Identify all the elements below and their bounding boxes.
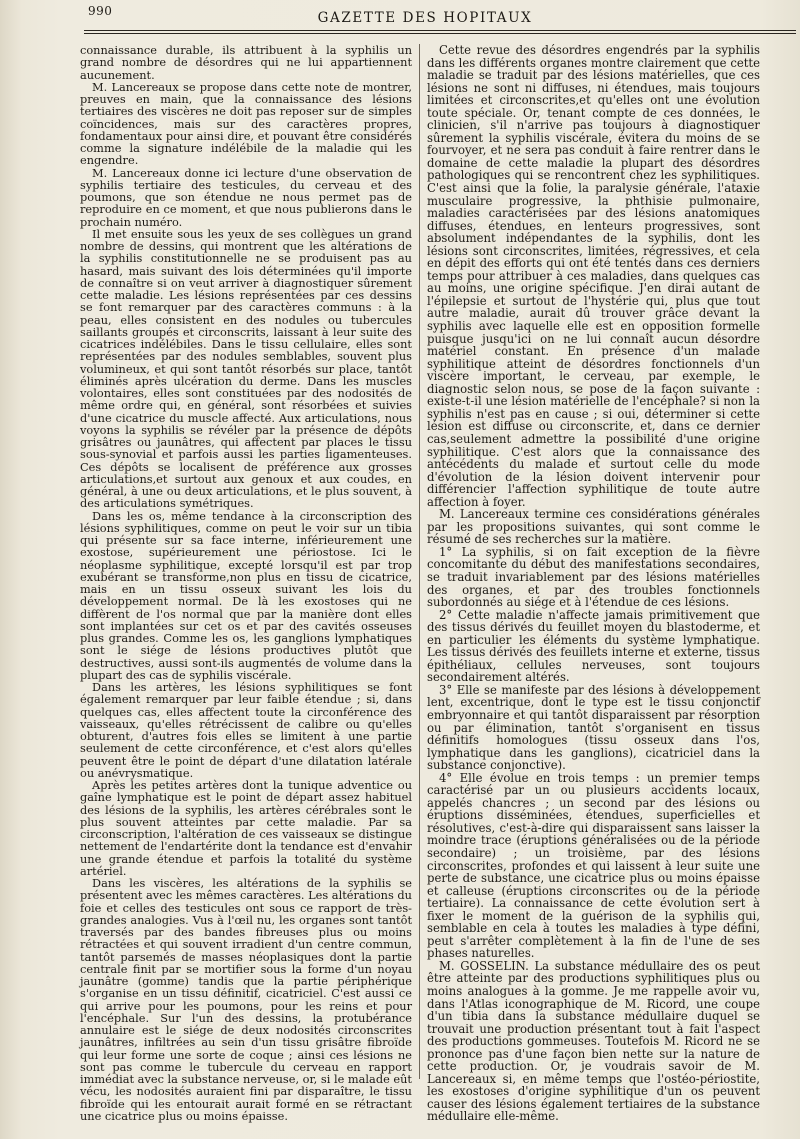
proposition-2: 2° Cette maladie n'affecte jamais primitivement que des tissus dérivés du feuillet moyen du blastoderme, et en particulier les éléments du système lymphatique. Les tissus dérivés des feuillets interne et externe, tissus épithéliaux, cellules nerveuses, sont toujours secondairement altérés.	[427, 607, 760, 685]
paragraph: Dans les os, même tendance à la circonscription des lésions syphilitiques, comme on peut le voir sur un tibia qui présente sur sa face interne, inférieurement une exostose, supérieurement une périostose. Ici le néoplasme syphilitique, excepté lorsqu'il est par trop exubérant se transforme,non plus en tissu de cicatrice, mais en un tissu osseux suivant les lois du développement normal. De là les exostoses qui ne diffèrent de l'os normal que par la manière dont elles sont implantées sur cet os et par des cavités osseuses plus grandes. Comme les os, les ganglions lymphatiques sont le siége de lésions productives plutôt que destructives, aussi sont-ils augmentés de volume dans la plupart des cas de syphilis viscérale.	[80, 508, 412, 682]
paragraph: connaissance durable, ils attribuent à la syphilis un grand nombre de désordres qui ne lui appartiennent aucunement.	[80, 43, 412, 82]
proposition-1: 1° La syphilis, si on fait exception de la fièvre concomitante du début des manifestations secondaires, se traduit invariablement par des lésions matérielles des organes, et par des troubles fonctionnels subordonnés au siége et à l'étendue de ces lésions.	[427, 544, 760, 610]
paragraph-text: La substance médullaire des os peut être atteinte par des productions syphilitiques plus ou moins analogues à la gomme. Je me rappelle avoir vu, dans l'Atlas iconographique de M. Ricord, une coupe d'un tibia dans la substance médullaire duquel se trouvait une production présentant tout à fait l'aspect des productions gommeuses. Toutefois M. Ricord ne se prononce pas d'une façon bien nette sur la nature de cette production. Or, je voudrais savoir de M. Lancereaux si, en même temps que l'ostéo-périostite, les exostoses d'origine syphilitique d'un os peuvent causer des lésions également tertiaires de la substance médullaire elle-même.	[427, 958, 760, 1124]
page-number: 990	[88, 4, 113, 18]
paragraph: M. Lancereaux termine ces considérations générales par les propositions suivantes, qui sont comme le résumé de ses recherches sur la matière.	[427, 507, 760, 547]
paragraph: Dans les viscères, les altérations de la syphilis se présentent avec les mêmes caractères. Les altérations du foie et celles des testicules ont sous ce rapport de très-grandes analogies. Vus à l'œil nu, les organes sont tantôt traversés par des bandes fibreuses plus ou moins rétractées et qui souvent irradient d'un centre commun, tantôt parsemés de masses néoplasiques dont la partie centrale finit par se mortifier sous la forme d'un noyau jaunâtre (gomme) tandis que la partie périphérique s'organise en un tissu définitif, cicatriciel. C'est aussi ce qui arrive pour les poumons, pour les reins et pour l'encéphale. Sur l'un des dessins, la protubérance annulaire est le siége de deux nodosités circonscrites jaunâtres, infiltrées au sein d'un tissu grisâtre fibroïde qui leur forme une sorte de coque ; ainsi ces lésions ne sont pas comme le tubercule du cerveau en rapport immédiat avec la substance nerveuse, or, si le malade eût vécu, les nodosités auraient fini par disparaître, le tissu fibroïde qui les entourait aurait formé en se rétractant une cicatrice plus ou moins épaisse.	[80, 876, 412, 1123]
page-header	[60, 0, 790, 40]
proposition-3: 3° Elle se manifeste par des lésions à développement lent, excentrique, dont le type est le tissu conjonctif embryonnaire et qui tantôt disparaissent par résorption ou par élimination, tantôt s'organisent en tissus définitifs homologues (tissu osseux dans l'os, lymphatique dans les ganglions), cicatriciel dans la substance conjonctive).	[427, 682, 760, 773]
column-rule	[419, 44, 420, 1079]
header-rule	[84, 30, 796, 31]
header-rule-thin	[84, 33, 796, 34]
paragraph: M. Lancereaux se propose dans cette note de montrer, preuves en main, que la connaissance des lésions tertiaires des viscères ne doit pas reposer sur de simples coïncidences, mais sur des caractères propres, fondamentaux pour ainsi dire, et pouvant être considérés comme la signature indélébile de la maladie qui les engendre.	[80, 79, 412, 168]
gosselin-paragraph	[427, 960, 760, 1123]
speaker-name: M. GOSSELIN.	[439, 958, 529, 973]
right-column	[427, 44, 760, 1123]
paragraph: M. Lancereaux donne ici lecture d'une observation de syphilis tertiaire des testicules, du cerveau et des poumons, que son étendue ne nous permet pas de reproduire en ce moment, et que nous publierons dans le prochain numéro.	[80, 165, 412, 229]
paragraph: Il met ensuite sous les yeux de ses collègues un grand nombre de dessins, qui montrent que les altérations de la syphilis constitutionnelle ne se produisent pas au hasard, mais suivant des lois déterminées qu'il importe de connaître si on veut arriver à diagnostiquer sûrement cette maladie. Les lésions représentées par ces dessins se font remarquer par des caractères communs : à la peau, elles consistent en des nodules ou tubercules saillants groupés et circonscrits, laissant à leur suite des cicatrices indélébiles. Dans le tissu cellulaire, elles sont représentées par des nodules semblables, souvent plus volumineux, et qui sont tantôt résorbés sur place, tantôt éliminés après ulcération du derme. Dans les muscles volontaires, elles sont constituées par des nodosités de même ordre qui, en général, sont résorbées et suivies d'une cicatrice du muscle affecté. Aux articulations, nous voyons la syphilis se révéler par la présence de dépôts grisâtres ou jaunâtres, qui affectent par places le tissu sous-synovial et parfois aussi les parties ligamenteuses. Ces dépôts se localisent de préférence aux grosses articulations,et surtout aux genoux et aux coudes, en général, à une ou deux articulations, et le plus souvent, à des articulations symétriques.	[80, 226, 412, 511]
running-title: GAZETTE DES HOPITAUX	[317, 10, 533, 26]
paragraph: Cette revue des désordres engendrés par la syphilis dans les différents organes montre clairement que cette maladie se traduit par des lésions matérielles, que ces lésions ne sont ni diffuses, ni étendues, mais toujours limitées et circonscrites,et qu'elles ont une évolution toute spéciale. Or, tenant compte de ces données, le clinicien, s'il n'arrive pas toujours à diagnostiquer sûrement la syphilis viscérale, évitera du moins de se fourvoyer, et ne sera pas conduit à faire rentrer dans le domaine de cette maladie la plupart des désordres pathologiques qui se rencontrent chez les syphilitiques. C'est ainsi que la folie, la paralysie générale, l'ataxie musculaire progressive, la phthisie pulmonaire, maladies caractérisées par des lésions anatomiques diffuses, étendues, en lenteurs progressives, sont absolument indépendantes de la syphilis, dont les lésions sont circonscrites, limitées, régressives, et cela en dépit des efforts qui ont été tentés dans ces derniers temps pour attribuer à ces maladies, dans quelques cas au moins, une origine spécifique. J'en dirai autant de l'épilepsie et surtout de l'hystérie qui, plus que tout autre maladie, aurait dû trouver grâce devant la syphilis avec laquelle elle est en opposition formelle puisque jusqu'ici on ne lui connaît aucun désordre matériel constant. En présence d'un malade syphilitique atteint de désordres fonctionnels d'un viscère important, le cerveau, par exemple, le diagnostic selon nous, se pose de la façon suivante : existe-t-il une lésion matérielle de l'encéphale? si non la syphilis n'est pas en cause ; si oui, déterminer si cette lésion est diffuse ou circonscrite, et, dans ce dernier cas,seulement admettre la possibilité d'une origine syphilitique. C'est alors que la connaissance des antécédents du malade et surtout celle du mode d'évolution de la lésion doivent intervenir pour différencier l'affection syphilitique de toute autre affection à foyer.	[427, 43, 760, 509]
left-column	[80, 44, 412, 1122]
paragraph: Après les petites artères dont la tunique adventice ou gaîne lymphatique est le point de départ assez habituel des lésions de la syphilis, les artères cérébrales sont le plus souvent atteintes par cette maladie. Par sa circonscription, l'altération de ces vaisseaux se distingue nettement de l'endartérite dont la tendance est d'envahir une grande étendue et parfois la totalité du système artériel.	[80, 778, 412, 878]
paragraph: Dans les artères, les lésions syphilitiques se font également remarquer par leur faible étendue ; si, dans quelques cas, elles affectent toute la circonférence des vaisseaux, qu'elles rétrécissent de calibre ou qu'elles obturent, d'autres fois elles se limitent à une partie seulement de cette circonférence, et c'est alors qu'elles peuvent être le point de départ d'une dilatation latérale ou anévrysmatique.	[80, 680, 412, 780]
proposition-4: 4° Elle évolue en trois temps : un premier temps caractérisé par un ou plusieurs accidents locaux, appelés chancres ; un second par des lésions ou éruptions disséminées, étendues, superficielles et résolutives, c'est-à-dire qui disparaissent sans laisser la moindre trace (éruptions généralisées ou de la période secondaire) ; un troisième, par des lésions circonscrites, profondes et qui laissent à leur suite une perte de substance, une cicatrice plus ou moins épaisse et calleuse (éruptions circonscrites ou de la période tertiaire). La connaissance de cette évolution sert à fixer le moment de la guérison de la syphilis qui, semblable en cela à toutes les maladies à type défini, peut s'arrêter complètement à la fin de l'une de ses phases naturelles.	[427, 770, 760, 961]
